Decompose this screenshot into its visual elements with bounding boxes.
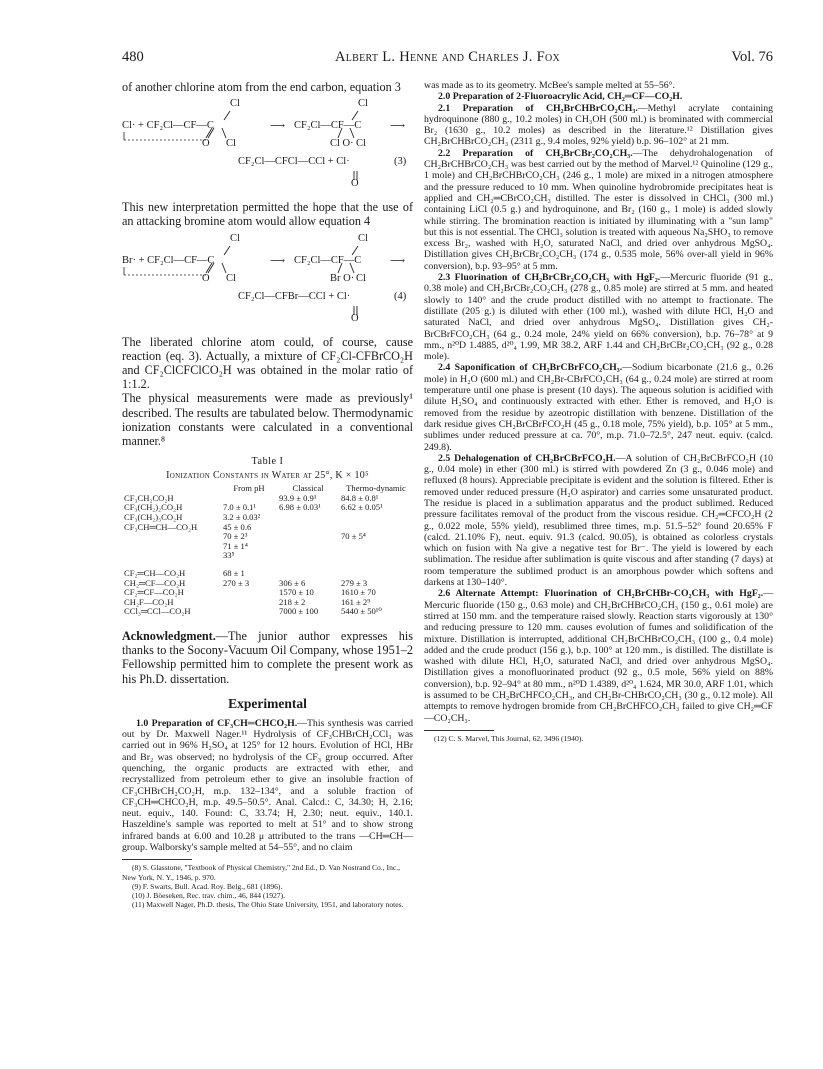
eq4-line-2: CF₂Cl—CFBr—CCl + Cl·	[238, 290, 351, 302]
cell-ph: 70 ± 2³	[222, 531, 248, 542]
cell-thermo: 84.8 ± 0.8¹	[341, 492, 379, 503]
eq4-oxygen-2: Br O·	[330, 272, 355, 284]
eq4-top-cl-2: Cl	[358, 232, 368, 244]
cell-classical	[277, 513, 339, 523]
eq3-top-cl-2: Cl	[358, 98, 368, 110]
section-2-1-text: —Methyl acrylate containing hydroquinone (880 g., 10.2 moles) in CH₃OH (500 ml.) is brominated with commercial Br₂ (1630 g., 10.2 moles) as described in the literature.¹² Distillation gives CH₂BrCHBrCO₂CH₃ (2311 g., 9.4 moles, 92% yield) b.p. 96–102° at 21 mm.	[424, 102, 773, 148]
cell-ph: 7.0 ± 0.1¹	[222, 502, 257, 513]
footnote-divider	[122, 859, 192, 860]
table-row	[122, 542, 413, 552]
eq3-oxygen-3: O	[351, 178, 359, 190]
right-column	[424, 80, 773, 743]
ionization-table	[122, 484, 413, 617]
section-2-3-text: —Mercuric fluoride (91 g., 0.38 mole) and CH₂BrCBr₂CO₂CH₃ (278 g., 0.85 mole) are stirred at 5 mm. and heated slowly to 140° and the crude product distilled with no attempt to fractionate. The distillate (205 g.) is diluted with ether (100 ml.), washed with dilute HCl, H₂O and saturated NaCl, and dried over anhydrous MgSO₄. Distillation gives CH₂-BrCBrFCO₂CH₃ (64 g., 0.24 mole, 24% yield on 66% conversion), b.p. 76–78° at 9 mm., n²⁰D 1.4885, d²⁰₄ 1.99, MR 38.2, ARF 1.44 and CH₂BrCBr₂CO₂CH₃ (92 g., 0.28 mole).	[424, 272, 773, 363]
section-2-5	[424, 453, 773, 589]
cell-ph	[221, 588, 277, 598]
cell-thermo: 5440 ± 50¹⁰	[341, 606, 382, 617]
running-header	[122, 49, 773, 69]
paragraph-3: The liberated chlorine atom could, of course, cause reaction (eq. 3). Actually, a mixture of CF₂Cl-CFBrCO₂H and CF₂ClCFClCO₂H was obtained in the molar ratio of 1:1.2.	[122, 334, 413, 392]
eq4-top-cl-1: Cl	[230, 232, 240, 244]
section-2-2-text: —The dehydrohalogenation of CH₂BrCHBrCO₂CH₃ was best carried out by the method of Marvel.¹² Quinoline (129 g., 1 mole) and CH₂BrCHBrCO₂CH₃ (246 g., 1 mole) are mixed in a nitrogen atmosphere and the pressure reduced to 10 mm. When quinoline hydrobromide precipitates heat is applied and CH₂═CBrCO₂CH₃ distilled. The ester is dissolved in CHCl₃ (300 ml.) containing LiCl (0.5 g.) and hydroquinone, and Br₂ (160 g., 1 mole) is added slowly while stirring. The bromination reaction is initiated by illuminating with a "sun lamp" but this is not essential. The CHCl₃ solution is treated with aqueous Na₂SHO₃ to remove excess Br₂, washed with H₂O, saturated NaCl, and dried over anhydrous MgSO₄. Distillation gives CH₂BrCBr₂CO₂CH₃ (174 g., 0.535 mole, 56% over-all yield in 96% conversion), b.p. 93–95° at 5 mm.	[424, 147, 774, 272]
cell-compound: CF₃CH₂CO₂H	[124, 492, 174, 503]
acknowledgment-paragraph	[122, 629, 413, 686]
eq3-oxygen-1: O	[202, 138, 210, 150]
cell-classical	[277, 551, 339, 561]
section-2-6-text: —Mercuric fluoride (150 g., 0.63 mole) and CH₂BrCHBrCO₂CH₃ (150 g., 0.61 mole) are stirred at 150 mm. and the temperature raised slowly. Reaction starts vigorously at 130° and reducing pressure to 120 mm. causes evolution of fumes and solidification of the mixture. Distillation is interrupted, additional CH₂BrCHBrCO₂CH₃ (100 g., 0.4 mole) added and the crude product (156 g.), b.p. 100° at 120 mm., is distilled. The distillate is washed with dilute HCl, H₂O, saturated NaCl, and dried over anhydrous MgSO₄. Distillation gives a monofluorinated product (92 g., 0.5 mole, 56% yield on 88% conversion), b.p. 92–94° at 80 mm., n²⁰D 1.4389, d²⁰₄ 1.624, MR 30.0, ARF 1.01, which is assumed to be CH₂BrCHFCO₂CH₃, and CH₂Br-CHBrCO₂CH₃ (30 g., 0.12 mole). All attempts to remove hydrogen bromide from CH₂BrCHFCO₂CH₃ failed to give CH₂═CF—CO₂CH₃.	[424, 588, 773, 724]
footnote-12: (12) C. S. Marvel, This Journal, 62, 3496 (1940).	[434, 733, 584, 743]
section-1-0-heading: 1.0 Preparation of CF₃CH═CHCO₂H.	[136, 717, 298, 729]
paragraph-4: The physical measurements were made as previously¹ described. The results are tabulated below. Thermodynamic ionization constants were calculated in a conventional manner.⁸	[122, 391, 413, 449]
col-header-from-ph: From pH	[233, 483, 265, 494]
paragraph-continued: was made as to its geometry. McBee's sample melted at 55–56°.	[424, 80, 675, 91]
cell-classical: 1570 ± 10	[279, 587, 314, 598]
eq4-product: CF₂Cl—CF—C	[294, 254, 362, 266]
eq4-oxygen-1: O	[202, 272, 210, 284]
equation-3	[122, 98, 413, 194]
cell-compound: CF₂═CH—CO₂H	[124, 567, 186, 578]
footnote-8: (8) S. Glasstone, "Textbook of Physical Chemistry," 2nd Ed., D. Van Nostrand Co., Inc., New York, N. Y., 1946, p. 970.	[122, 863, 401, 882]
cell-classical: 218 ± 2	[279, 596, 306, 607]
cell-ph: 45 ± 0.6	[222, 521, 252, 532]
page-number: 480	[122, 49, 144, 65]
cell-compound: CH₂═CF—CO₂H	[124, 577, 186, 588]
table-title: Ionization Constants in Water at 25°, K × 10⁵	[166, 470, 369, 482]
eq4-arrow-2: ⟶	[390, 255, 406, 267]
section-2-4-text: —Sodium bicarbonate (21.6 g., 0.26 mole) in H₂O (600 ml.) and CH₂Br-CBrFCO₂CH₃ (64 g., 0.24 mole) are stirred at room temperature until one phase is present (10 days). The aqueous solution is acidified with dilute H₂SO₄ and continuously extracted with ether. Ether is removed, and H₂O is removed from the residue by azeotropic distillation with benzene. Distillation of the dark residue gives CH₂BrCBrFCO₂H (45 g., 0.18 mole, 75% yield), b.p. 105° at 5 mm., sublimes under reduced pressure at ca. 70°, m.p. 71.0–72.5°, 247 neut. equiv. (calcd. 249.8).	[424, 362, 774, 453]
cell-compound: CF₃CH═CH—CO₂H	[124, 521, 198, 532]
footnotes-right	[424, 734, 773, 743]
section-2-4-heading: 2.4 Saponification of CH₂BrCBrFCO₂CH₃.	[438, 362, 623, 374]
section-2-5-heading: 2.5 Dehalogenation of CH₂BrCBrFCO₂H.	[438, 452, 616, 464]
equation-3-bonds	[122, 98, 413, 194]
cell-thermo: 6.62 ± 0.05¹	[341, 502, 383, 513]
table-body	[122, 494, 413, 617]
cell-ph: 3.2 ± 0.03²	[222, 512, 261, 523]
eq3-arrow-2: ⟶	[390, 121, 406, 133]
section-1-0-text: —This synthesis was carried out by Dr. Maxwell Nager.¹¹ Hydrolysis of CF₃CHBrCH₂CCl₃ was carried out in 96% H₂SO₄ at 125° for 12 hours. Evolution of HCl, HBr and Br₂ was observed; no hydrolysis of the CF₃ group occurred. After quenching, the organic products are extracted with ether, and recrystallized from petroleum ether to give an insoluble fraction of CF₃CHBrCH₂CO₂H, m.p. 132–134°, and a soluble fraction of CF₃CH═CHCO₂H, m.p. 49.5–50.5°. Anal. Calcd.: C, 34.30; H, 2.16; neut. equiv., 140. Found: C, 33.74; H, 2.30; neut. equiv., 140.1. Haszeldine's sample was reported to melt at 51° and to show strong infrared bands at 6.00 and 10.28 μ attributed to the trans —CH═CH— group. Walborsky's sample melted at 54–55°, and no claim	[122, 717, 413, 854]
eq3-cl-1: Cl	[226, 138, 236, 150]
section-2-6	[424, 588, 773, 724]
cell-thermo: 161 ± 2⁹	[341, 596, 371, 607]
eq4-cl-1: Cl	[226, 272, 236, 284]
cell-ph: 270 ± 3	[222, 577, 250, 588]
eq3-top-cl-1: Cl	[230, 98, 240, 110]
cell-compound: CF₂═CF—CO₂H	[124, 587, 184, 598]
section-2-4	[424, 362, 773, 452]
cell-classical: 306 ± 6	[279, 577, 306, 588]
cell-compound: CCl₃═CCl—CO₂H	[124, 606, 191, 617]
section-2-2	[424, 148, 773, 272]
cell-classical	[277, 532, 339, 542]
footnotes-left	[122, 863, 413, 909]
eq4-number: (4)	[394, 290, 407, 302]
cell-ph: 33⁵	[222, 550, 235, 561]
eq4-oxygen-3: O	[351, 312, 359, 324]
table-row	[122, 532, 413, 542]
eq3-product: CF₂Cl—CF—C	[294, 120, 362, 132]
cell-compound	[122, 532, 221, 542]
section-2-0-heading: 2.0 Preparation of 2-Fluoroacrylic Acid, CH₂═CF—CO₂H.	[438, 91, 683, 103]
section-2-1-heading: 2.1 Preparation of CH₂BrCHBrCO₂CH₃.	[438, 102, 638, 114]
eq3-number: (3)	[394, 156, 407, 168]
section-2-2-heading: 2.2 Preparation of CH₂BrCBr₂CO₂CH₃.	[438, 147, 633, 159]
cell-thermo: 1610 ± 70	[341, 587, 376, 598]
cell-thermo	[339, 542, 413, 552]
cell-ph: 68 ± 1	[222, 567, 245, 578]
section-2-5-text: —A solution of CH₂BrCBrFCO₂H (10 g., 0.04 mole) in ether (300 ml.) is stirred with powdered Zn (3 g., 0.046 mole) and refluxed (8 hours). Appreciable precipitate is evident and the solution is filtered. Ether is removed under reduced pressure (H₂O aspirator) and carries some unsaturated product. The residue is placed in a sublimation apparatus and the product sublimed. Reduced pressure facilitates removal of the product from the viscous residue. CH₂═CFCO₂H (2 g., 0.022 mole, 55% yield), resublimed three times, m.p. 51.5–52° found 20.65% F (calcd. 21.10% F), neut. equiv. 91.3 (calcd. 90.05), is obtained as colorless crystals which on fusion with Na give a negative test for Br⁻. The yield is lowered by each sublimation. The residue after sublimation is quite viscous and after standing (7 days) at room temperature the sublimed product is an amorphous powder which softens and darkens at 130–140°.	[424, 452, 773, 589]
footnote-11: (11) Maxwell Nager, Ph.D. thesis, The Ohio State University, 1951, and laboratory notes.	[132, 900, 404, 910]
left-column	[122, 80, 413, 909]
footnote-9: (9) F. Swarts, Bull. Acad. Roy. Belg., 681 (1896).	[132, 881, 283, 891]
table-caption: Table I	[251, 456, 284, 468]
cell-thermo: 279 ± 3	[341, 577, 368, 588]
cell-classical: 93.9 ± 0.9¹	[279, 492, 317, 503]
cell-compound	[122, 542, 221, 552]
cell-thermo	[339, 513, 413, 523]
table-row	[122, 551, 413, 561]
experimental-heading: Experimental	[228, 695, 307, 711]
table-row	[122, 607, 413, 617]
eq3-cl-2: Cl	[356, 138, 366, 150]
cell-ph	[221, 598, 277, 608]
running-authors: Albert L. Henne and Charles J. Fox	[334, 49, 561, 65]
intro-paragraph: of another chlorine atom from the end carbon, equation 3	[122, 80, 401, 94]
acknowledgment-heading: Acknowledgment.	[122, 628, 216, 643]
section-2-1	[424, 103, 773, 148]
cell-compound: CF₃(CH₂)₃CO₂H	[124, 512, 183, 523]
section-2-3	[424, 272, 773, 362]
section-2-6-heading: 2.6 Alternate Attempt: Fluorination of CH₂BrCHBr-CO₂CH₃ with HgF₂.	[438, 588, 764, 600]
eq3-oxygen-2: Cl O·	[330, 138, 354, 150]
cell-classical	[277, 542, 339, 552]
table-row	[122, 523, 413, 533]
footnote-divider-right	[424, 730, 494, 731]
cell-compound: CH₂F—CO₂H	[124, 596, 174, 607]
equation-4-bonds	[122, 233, 413, 329]
footnote-10: (10) J. Böeseken, Rec. trav. chim., 46, 844 (1927).	[132, 890, 286, 900]
right-body	[424, 80, 773, 724]
eq3-reactant: Cl· + CF₂Cl—CF—C	[122, 120, 214, 132]
section-2-3-heading: 2.3 Fluorination of CH₂BrCBr₂CO₂CH₃ with HgF₂.	[438, 272, 661, 284]
volume-label: Vol. 76	[731, 49, 773, 65]
cell-classical	[277, 523, 339, 533]
cell-compound: CF₃(CH₂)₂CO₂H	[124, 502, 183, 513]
eq3-arrow-1: ⟶	[270, 121, 286, 133]
eq3-line-2: CF₂Cl—CFCl—CCl + Cl·	[238, 156, 350, 168]
cell-ph: 71 ± 1⁴	[222, 540, 248, 551]
section-1-0	[122, 718, 413, 854]
acknowledgment-text: —The junior author expresses his thanks to the Socony-Vacuum Oil Company, whose 1951–2 Fellowship permitted him to complete the present work as his Ph.D. dissertation.	[122, 628, 413, 686]
eq4-cl-2: Cl	[356, 272, 366, 284]
cell-compound	[122, 551, 221, 561]
col-header-classical: Classical	[292, 483, 324, 494]
eq4-arrow-1: ⟶	[270, 255, 286, 267]
col-header-thermodynamic: Thermo-dynamic	[346, 483, 406, 494]
cell-thermo	[339, 551, 413, 561]
paragraph-2: This new interpretation permitted the hope that the use of an attacking bromine atom would allow equation 4	[122, 200, 413, 229]
cell-thermo: 70 ± 5⁴	[341, 531, 366, 542]
cell-classical: 7000 ± 100	[279, 606, 319, 617]
equation-4	[122, 233, 413, 329]
cell-ph	[221, 607, 277, 617]
cell-classical: 6.98 ± 0.03¹	[279, 502, 321, 513]
eq4-reactant: Br· + CF₂Cl—CF—C	[122, 254, 215, 266]
